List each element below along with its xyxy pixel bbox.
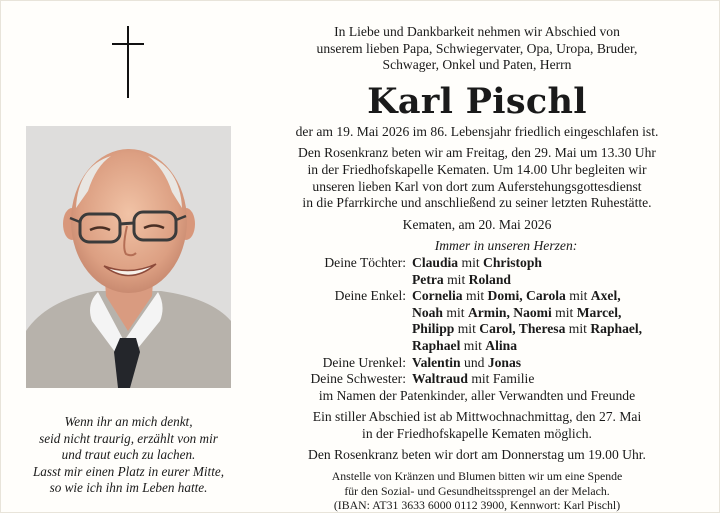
donation-line: (IBAN: AT31 3633 6000 0112 3900, Kennwort: Karl Pischl) <box>333 498 621 513</box>
poem-line: und traut euch zu lachen. <box>61 447 196 462</box>
rosary-line: in der Friedhofskapelle Kematen. Um 14.00 Uhr begleiten wir <box>307 161 647 177</box>
family-spacer <box>262 321 406 338</box>
family-name: Petra <box>412 271 444 287</box>
family-name: Alina <box>485 337 518 353</box>
paten-line: im Namen der Patenkinder, aller Verwandten und Freunde <box>318 387 636 403</box>
portrait-photo <box>26 126 231 388</box>
poem-line: Wenn ihr an mich denkt, <box>64 414 193 429</box>
family-name: Carol, Theresa <box>479 321 566 337</box>
family-name: Cornelia <box>412 288 463 304</box>
family-list <box>262 255 692 388</box>
intro-line: In Liebe und Dankbarkeit nehmen wir Abschied von <box>334 24 620 39</box>
deceased-name: Karl Pischl <box>367 80 587 122</box>
rosary2-line: Den Rosenkranz beten wir dort am Donnerstag um 19.00 Uhr. <box>308 447 646 463</box>
family-value <box>412 288 692 305</box>
farewell-line: Ein stiller Abschied ist ab Mittwochnachmittag, den 27. Mai <box>312 409 642 425</box>
family-spacer <box>262 272 406 289</box>
family-connector: mit <box>555 304 574 320</box>
place-date: Kematen, am 20. Mai 2026 <box>402 216 552 232</box>
cross-icon <box>112 26 144 98</box>
intro-line: Schwager, Onkel und Paten, Herrn <box>382 57 572 73</box>
family-value <box>412 371 692 388</box>
family-name: Axel, <box>590 288 621 304</box>
family-name: Waltraud <box>412 371 468 387</box>
rosary-line: Den Rosenkranz beten wir am Freitag, den 29. Mai um 13.30 Uhr <box>298 145 656 161</box>
family-name: Raphael, <box>590 321 643 337</box>
family-name: Armin, Naomi <box>467 304 552 320</box>
family-value <box>412 321 692 338</box>
family-connector: mit <box>569 288 588 304</box>
family-connector: mit <box>463 337 482 353</box>
donation-line: Anstelle von Kränzen und Blumen bitten wir um eine Spende <box>331 469 623 484</box>
donation-line: für den Sozial- und Gesundheitssprengel an der Melach. <box>344 483 610 498</box>
family-connector: und <box>464 354 485 370</box>
poem-line: Lasst mir einen Platz in eurer Mitte, <box>32 463 225 479</box>
family-spacer <box>262 305 406 322</box>
family-label: Deine Enkel: <box>334 288 406 304</box>
family-value <box>412 338 692 355</box>
poem-line: seid nicht traurig, erzählt von mir <box>39 430 218 446</box>
family-value <box>412 305 692 322</box>
family-connector: mit <box>466 288 485 304</box>
family-connector: mit <box>461 254 480 270</box>
family-connector: mit <box>446 304 465 320</box>
family-spacer <box>262 338 406 355</box>
rosary-line: in die Pfarrkirche und anschließend zu seiner letzten Ruhestätte. <box>302 195 652 211</box>
family-label: Deine Schwester: <box>310 371 406 387</box>
family-name: Domi, Carola <box>487 288 566 304</box>
family-connector: mit <box>457 321 476 337</box>
family-name: Noah <box>412 304 443 320</box>
family-value <box>412 255 692 272</box>
family-label: Deine Urenkel: <box>322 354 406 370</box>
poem-line: so wie ich ihn im Leben hatte. <box>49 480 208 495</box>
family-name: Valentin <box>412 354 461 370</box>
family-value <box>412 355 692 372</box>
family-connector: mit <box>447 271 466 287</box>
family-name: Raphael <box>412 337 461 353</box>
family-name: Marcel, <box>576 304 622 320</box>
family-name: Roland <box>468 271 511 287</box>
family-connector: mit <box>568 321 587 337</box>
immer-heading: Immer in unseren Herzen: <box>434 238 578 254</box>
poem <box>26 414 231 497</box>
obituary-text <box>262 24 692 513</box>
family-label: Deine Töchter: <box>324 254 406 270</box>
family-value <box>412 272 692 289</box>
intro-line: unserem lieben Papa, Schwiegervater, Opa, Uropa, Bruder, <box>316 40 638 56</box>
family-name: Claudia <box>412 254 459 270</box>
family-connector: mit Familie <box>471 371 535 387</box>
farewell-line: in der Friedhofskapelle Kematen möglich. <box>362 425 592 441</box>
family-name: Philipp <box>412 321 455 337</box>
rosary-line: unseren lieben Karl von dort zum Auferstehungsgottesdienst <box>312 178 642 194</box>
family-name: Jonas <box>487 354 522 370</box>
family-name: Christoph <box>483 254 542 270</box>
death-line: der am 19. Mai 2026 im 86. Lebensjahr friedlich eingeschlafen ist. <box>295 123 659 139</box>
